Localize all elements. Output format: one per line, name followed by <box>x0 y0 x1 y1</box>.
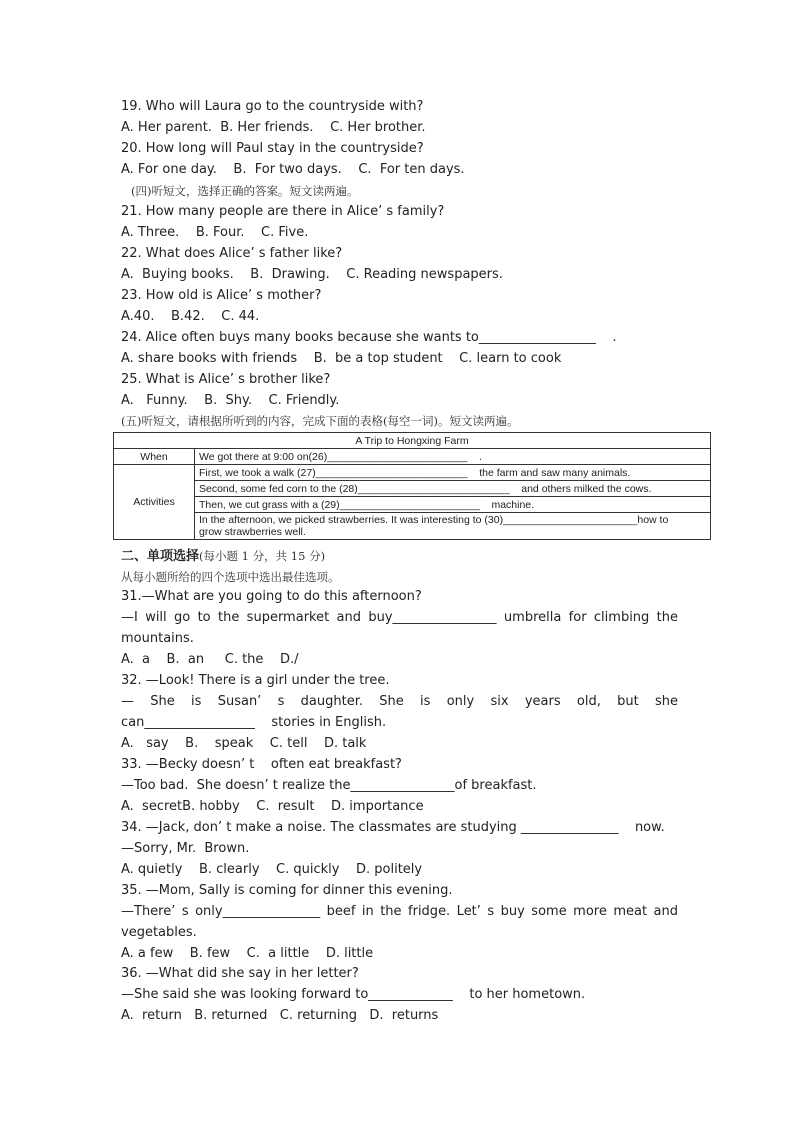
activity-row-1: First, we took a walk (27)__________________________ the farm and saw many animals. <box>195 465 711 481</box>
question-35: 35. —Mom, Sally is coming for dinner this evening. <box>121 883 453 898</box>
question-33-line-2: —Too bad. She doesn’ t realize the________________of breakfast. <box>121 778 537 793</box>
question-34-options: A. quietly B. clearly C. quickly D. politely <box>121 862 423 877</box>
activities-label: Activities <box>114 465 195 540</box>
question-21: 21. How many people are there in Alice’ s family? <box>121 204 445 219</box>
section-5-instruction: (五)听短文，请根据所听到的内容，完成下面的表格(每空一词)。短文读两遍。 <box>121 414 519 428</box>
question-34: 34. —Jack, don’ t make a noise. The classmates are studying _______________ now. <box>121 820 665 835</box>
table-title: A Trip to Hongxing Farm <box>114 433 711 449</box>
question-33: 33. —Becky doesn’ t often eat breakfast? <box>121 757 402 772</box>
question-35-line-3: vegetables. <box>121 925 197 940</box>
section-2-heading-note: (每小题 1 分，共 15 分) <box>199 549 326 563</box>
question-25: 25. What is Alice’ s brother like? <box>121 372 331 387</box>
section-2-instruction: 从每小题所给的四个选项中选出最佳选项。 <box>121 570 340 584</box>
activity-row-2: Second, some fed corn to the (28)__________________________ and others milked the cows. <box>195 481 711 497</box>
question-36: 36. —What did she say in her letter? <box>121 966 359 981</box>
question-32-line-3: can_________________ stories in English. <box>121 715 387 730</box>
question-36-line-2: —She said she was looking forward to_____________ to her hometown. <box>121 987 586 1002</box>
section-4-instruction: (四)听短文，选择正确的答案。短文读两遍。 <box>131 184 359 198</box>
question-25-options: A. Funny. B. Shy. C. Friendly. <box>121 393 340 408</box>
activity-row-4-line-1: In the afternoon, we picked strawberries. It was interesting to (30)_______________________how to <box>199 514 669 526</box>
activity-row-4-line-2: grow strawberries well. <box>199 526 306 538</box>
section-2-heading-bold: 二、单项选择 <box>121 549 200 564</box>
question-33-options: A. secretB. hobby C. result D. importance <box>121 799 424 814</box>
question-31-line-2: —I will go to the supermarket and buy________________ umbrella for climbing the <box>121 610 678 625</box>
question-34-line-2: —Sorry, Mr. Brown. <box>121 841 250 856</box>
when-text: We got there at 9:00 on(26)________________________ . <box>195 449 711 465</box>
activity-row-4 <box>195 513 711 540</box>
section-2-heading <box>121 547 325 566</box>
question-19: 19. Who will Laura go to the countryside with? <box>121 99 424 114</box>
question-32-options: A. say B. speak C. tell D. talk <box>121 736 367 751</box>
question-22: 22. What does Alice’ s father like? <box>121 246 343 261</box>
question-31: 31.—What are you going to do this afternoon? <box>121 589 422 604</box>
question-32-line-2: — She is Susan’ s daughter. She is only six years old, but she <box>121 694 678 709</box>
question-31-options: A. a B. an C. the D./ <box>121 652 299 667</box>
question-19-options: A. Her parent. B. Her friends. C. Her brother. <box>121 120 426 135</box>
question-24: 24. Alice often buys many books because she wants to__________________ . <box>121 330 617 345</box>
question-23-options: A.40. B.42. C. 44. <box>121 309 260 324</box>
question-36-options: A. return B. returned C. returning D. returns <box>121 1008 439 1023</box>
question-35-options: A. a few B. few C. a little D. little <box>121 946 374 961</box>
question-23: 23. How old is Alice’ s mother? <box>121 288 322 303</box>
question-24-options: A. share books with friends B. be a top student C. learn to cook <box>121 351 562 366</box>
activity-row-3: Then, we cut grass with a (29)________________________ machine. <box>195 497 711 513</box>
trip-table <box>113 432 711 540</box>
question-32: 32. —Look! There is a girl under the tree. <box>121 673 390 688</box>
question-35-line-2: —There’ s only_______________ beef in the fridge. Let’ s buy some more meat and <box>121 904 678 919</box>
question-21-options: A. Three. B. Four. C. Five. <box>121 225 309 240</box>
question-20-options: A. For one day. B. For two days. C. For ten days. <box>121 162 465 177</box>
when-label: When <box>114 449 195 465</box>
question-31-line-3: mountains. <box>121 631 194 646</box>
question-20: 20. How long will Paul stay in the countryside? <box>121 141 424 156</box>
question-22-options: A. Buying books. B. Drawing. C. Reading newspapers. <box>121 267 503 282</box>
